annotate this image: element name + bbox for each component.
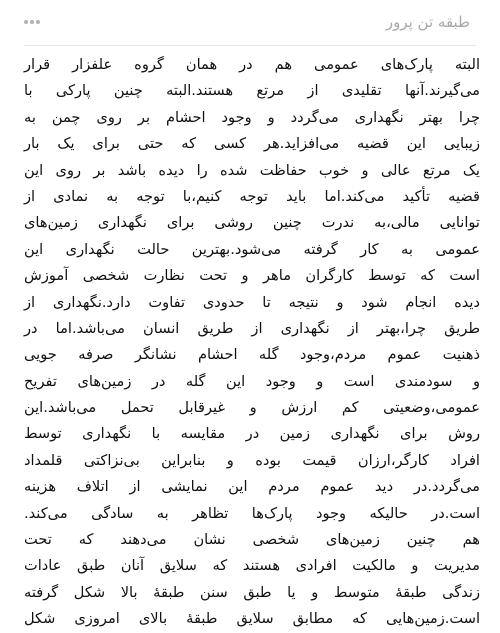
text-line: عمومی،وضعیتی کم ارزش و غیرقابل تحمل می‌باشد.این	[24, 399, 480, 417]
app-header	[0, 0, 500, 44]
header-divider	[24, 45, 476, 46]
text-line: توانایی مالی،به ندرت چنین روشی برای نگهداری زمین‌های	[24, 214, 480, 232]
menu-dot	[24, 20, 28, 24]
text-line: طریق چرا،بهتر از نگهداری از طریق انسان می‌باشد.اما در	[24, 319, 480, 337]
text-line: دیده انجام شود و نتیجه تا حدودی تفاوت دارد.نگهداری از	[24, 293, 480, 311]
text-line: هم چنین زمین‌های شخصی نشان می‌دهند که تحت	[24, 531, 480, 549]
text-line: البته پارک‌های عمومی هم در همان گروه علفزار قرار	[24, 56, 480, 73]
text-line: قضیه تأکید می‌کند.اما باید توجه کنیم،با توجه به نمادی از	[24, 187, 480, 205]
text-line: زیبایی این قضیه می‌افزاید.هر کسی که حتی برای یک بار	[24, 135, 480, 153]
menu-dot	[36, 20, 40, 24]
text-line: می‌گردد.در دید عموم مردم این نمایشی از اتلاف هزینه	[24, 478, 480, 496]
text-line: ذهنیت عموم مردم،وجود گله احشام نشانگر صرفه جویی	[24, 346, 480, 364]
text-line: زندگی طبقهٔ متوسط و یا طبق سنن طبقهٔ بالا شکل گرفته	[24, 583, 480, 601]
text-line: چرا بهتر نگهداری می‌گردد و وجود احشام بر روی چمن به	[24, 108, 480, 126]
text-line: است.زمین‌هایی که مطابق سلایق طبقهٔ بالای امروزی شکل	[24, 610, 480, 628]
text-line: و سودمندی است و وجود این گله در زمین‌های تفریح	[24, 372, 480, 390]
text-line: است که توسط کارگران ماهر و تحت نظارت شخصی آموزش	[24, 267, 480, 285]
text-line: افراد کارگر،ارزان قیمت بوده و بنابراین بی‌نزاکتی قلمداد	[24, 451, 480, 469]
text-line: عمومی به کار گرفته می‌شود.بهترین حالت نگهداری این	[24, 240, 480, 258]
page-title: طبقه تن پرور	[385, 13, 470, 31]
text-line: روش برای نگهداری زمین در مقایسه با نگهداری توسط	[24, 425, 480, 443]
more-horizontal-icon[interactable]	[24, 20, 40, 24]
article-body	[24, 52, 480, 633]
text-line: یک مرتع عالی و خوب حفاظت شده را دیده باشد بر روی این	[24, 161, 480, 179]
text-line: است.در حالیکه وجود پارک‌ها تظاهر به سادگی می‌کند.	[24, 504, 480, 522]
menu-dot	[30, 20, 34, 24]
text-line: می‌گیرند.آنها تقلیدی از مرتع هستند.البته چنین پارکی با	[24, 82, 480, 100]
text-line: مدیریت و مالکیت افرادی هستند که سلایق آنان طبق عادات	[24, 557, 480, 575]
